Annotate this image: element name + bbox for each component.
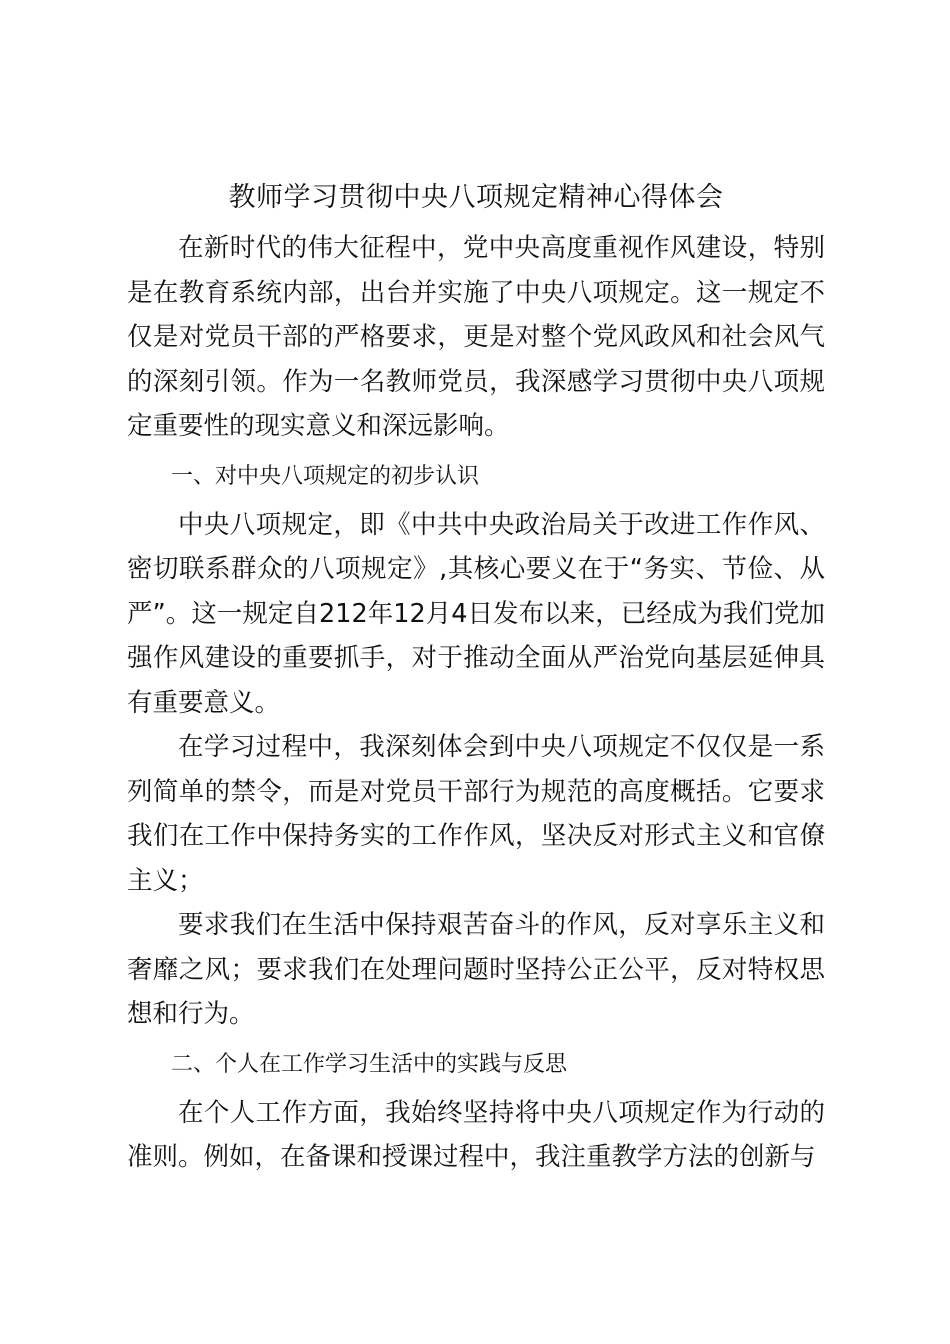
section-heading-1: 一、对中央八项规定的初步认识: [171, 463, 480, 489]
paragraph-life-requirements: 要求我们在生活中保持艰苦奋斗的作风，反对享乐主义和奢靡之风；要求我们在处理问题时坚持公正公平，反对特权思想和行为。: [127, 910, 825, 1029]
paragraph-learning-reflection: 在学习过程中，我深刻体会到中央八项规定不仅仅是一系列简单的禁令，而是对党员干部行为规范的高度概括。它要求我们在工作中保持务实的工作作风，坚决反对形式主义和官僚主义；: [127, 732, 825, 896]
document-body: [127, 176, 825, 1180]
paragraph-regulation-definition: 中央八项规定，即《中共中央政治局关于改进工作作风、密切联系群众的八项规定》,其核心要义在于“务实、节俭、从严”。这一规定自212年12月4日发布以来，已经成为我们党加强作风建设的重要抓手，对于推动全面从严治党向基层延伸具有重要意义。: [127, 509, 825, 718]
section-heading-2: 二、个人在工作学习生活中的实践与反思: [171, 1051, 568, 1077]
paragraph-personal-work: 在个人工作方面，我始终坚持将中央八项规定作为行动的准则。例如，在备课和授课过程中，我注重教学方法的创新与: [127, 1097, 825, 1172]
paragraph-intro: 在新时代的伟大征程中，党中央高度重视作风建设，特别是在教育系统内部，出台并实施了中央八项规定。这一规定不仅是对党员干部的严格要求，更是对整个党风政风和社会风气的深刻引领。作为一名教师党员，我深感学习贯彻中央八项规定重要性的现实意义和深远影响。: [127, 233, 825, 441]
document-title: 教师学习贯彻中央八项规定精神心得体会: [228, 182, 724, 213]
